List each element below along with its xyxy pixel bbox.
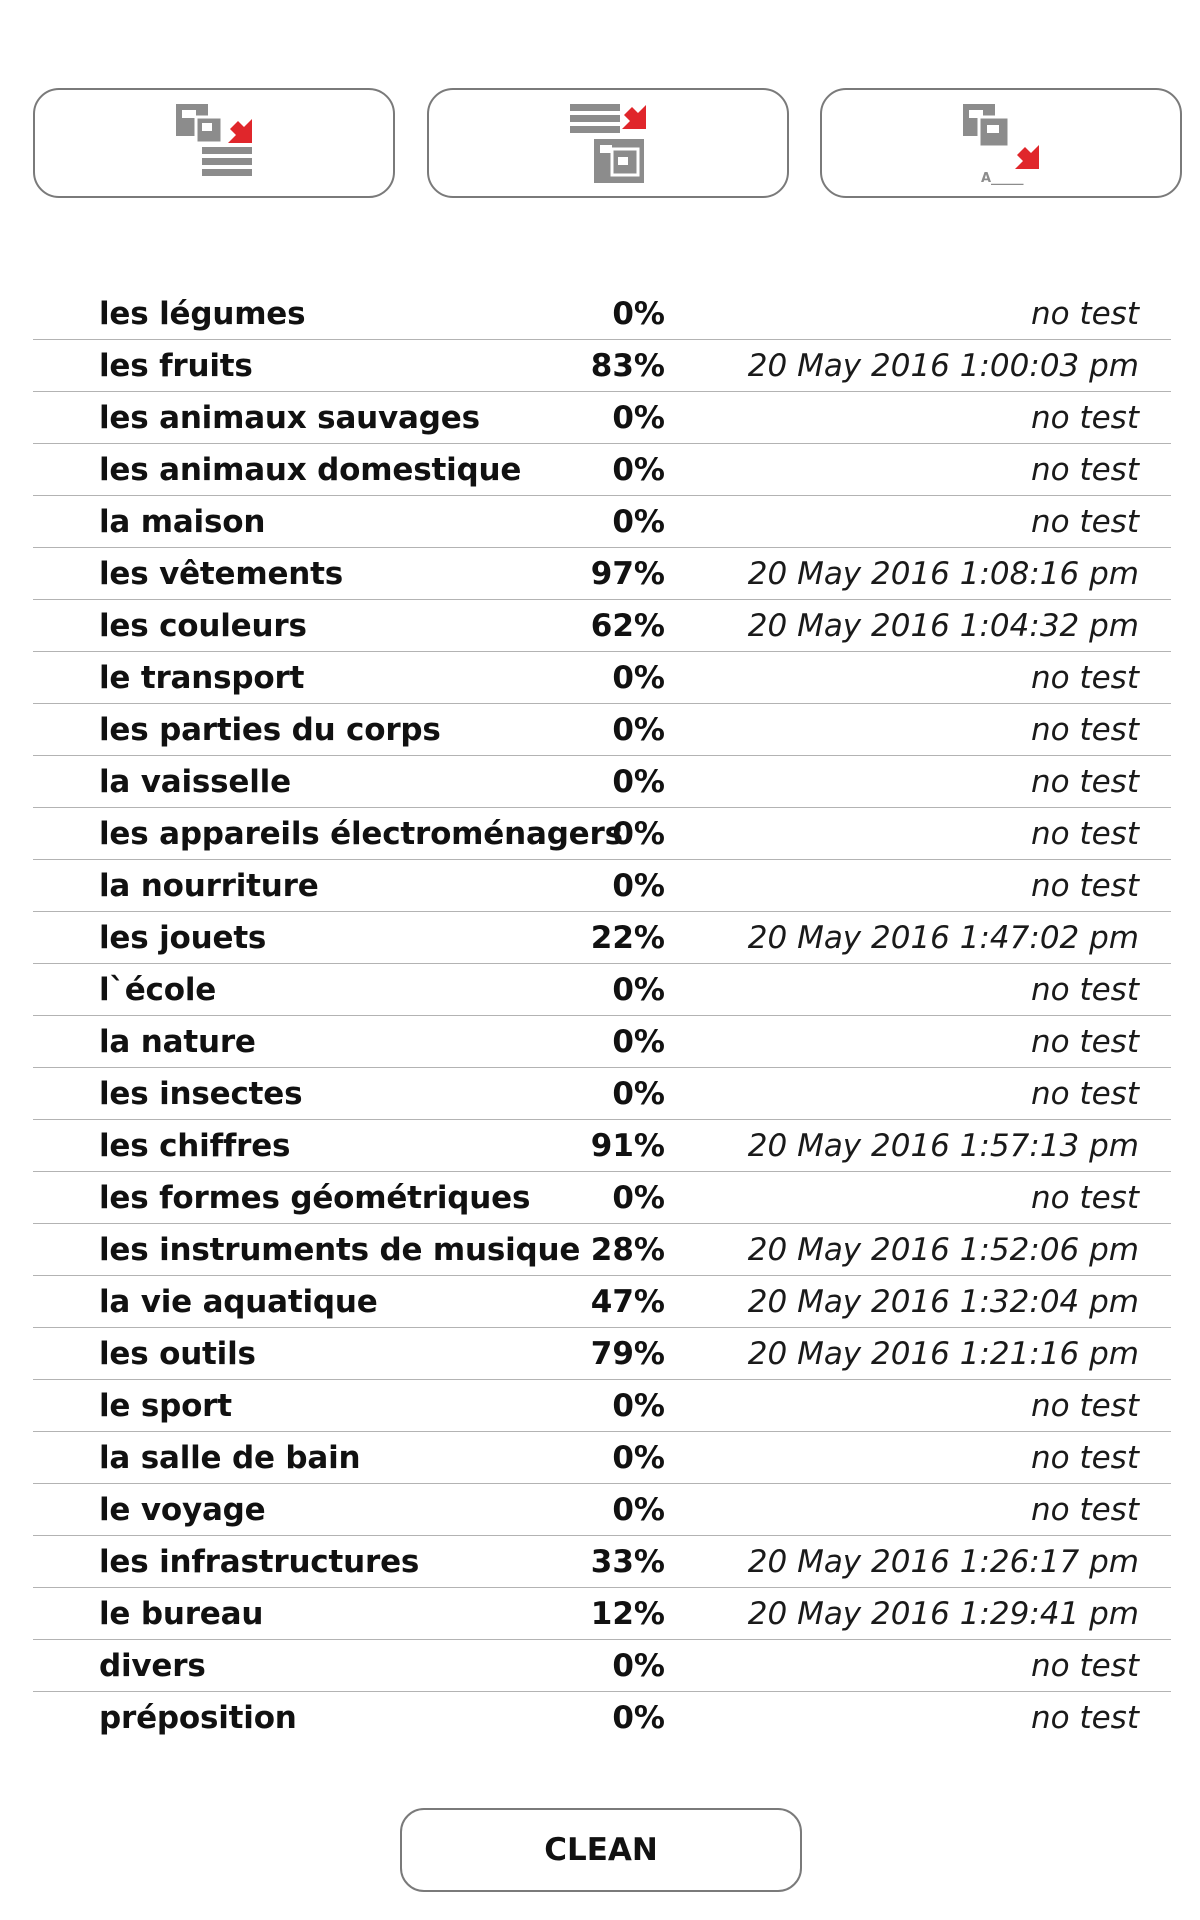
- table-row[interactable]: [33, 392, 1171, 444]
- last-test-date: no test: [1030, 1700, 1139, 1736]
- category-score: 0%: [612, 1388, 665, 1424]
- table-row[interactable]: [33, 964, 1171, 1016]
- category-name: la salle de bain: [99, 1440, 361, 1476]
- category-name: la vaisselle: [99, 764, 291, 800]
- category-score: 0%: [612, 660, 665, 696]
- category-score: 0%: [612, 1648, 665, 1684]
- category-score: 12%: [590, 1596, 665, 1632]
- category-name: les infrastructures: [99, 1544, 420, 1580]
- last-test-date: 20 May 2016 1:52:06 pm: [747, 1232, 1139, 1268]
- category-name: les couleurs: [99, 608, 307, 644]
- category-score: 0%: [612, 972, 665, 1008]
- category-score: 62%: [590, 608, 665, 644]
- category-score: 0%: [612, 1700, 665, 1736]
- table-row[interactable]: [33, 756, 1171, 808]
- table-row[interactable]: [33, 288, 1171, 340]
- table-row[interactable]: [33, 1172, 1171, 1224]
- table-row[interactable]: [33, 704, 1171, 756]
- image-to-text-icon: [172, 101, 256, 185]
- last-test-date: no test: [1030, 296, 1139, 332]
- category-name: le sport: [99, 1388, 232, 1424]
- category-score: 0%: [612, 296, 665, 332]
- last-test-date: no test: [1030, 816, 1139, 852]
- table-row[interactable]: [33, 1224, 1171, 1276]
- category-name: le voyage: [99, 1492, 266, 1528]
- table-row[interactable]: [33, 860, 1171, 912]
- table-row[interactable]: [33, 496, 1171, 548]
- category-score: 0%: [612, 452, 665, 488]
- category-score-list: [33, 288, 1171, 1744]
- last-test-date: 20 May 2016 1:08:16 pm: [747, 556, 1139, 592]
- category-name: les animaux sauvages: [99, 400, 480, 436]
- image-to-spelling-icon: [959, 101, 1043, 185]
- table-row[interactable]: [33, 1380, 1171, 1432]
- last-test-date: no test: [1030, 452, 1139, 488]
- table-row[interactable]: [33, 1640, 1171, 1692]
- category-name: la nature: [99, 1024, 256, 1060]
- last-test-date: no test: [1030, 1076, 1139, 1112]
- spelling-placeholder-caption: A_____: [981, 171, 1024, 185]
- category-score: 0%: [612, 816, 665, 852]
- category-name: les fruits: [99, 348, 253, 384]
- category-score: 0%: [612, 1024, 665, 1060]
- category-score: 0%: [612, 764, 665, 800]
- category-score: 0%: [612, 1492, 665, 1528]
- table-row[interactable]: [33, 1588, 1171, 1640]
- table-row[interactable]: [33, 1432, 1171, 1484]
- category-name: les vêtements: [99, 556, 344, 592]
- category-name: le bureau: [99, 1596, 264, 1632]
- last-test-date: no test: [1030, 660, 1139, 696]
- category-name: les formes géométriques: [99, 1180, 531, 1216]
- table-row[interactable]: [33, 1328, 1171, 1380]
- table-row[interactable]: [33, 1484, 1171, 1536]
- last-test-date: 20 May 2016 1:32:04 pm: [747, 1284, 1139, 1320]
- last-test-date: 20 May 2016 1:57:13 pm: [747, 1128, 1139, 1164]
- table-row[interactable]: [33, 808, 1171, 860]
- last-test-date: no test: [1030, 1492, 1139, 1528]
- last-test-date: no test: [1030, 400, 1139, 436]
- text-to-image-icon: [566, 101, 650, 185]
- table-row[interactable]: [33, 340, 1171, 392]
- last-test-date: no test: [1030, 868, 1139, 904]
- last-test-date: 20 May 2016 1:47:02 pm: [747, 920, 1139, 956]
- category-score: 28%: [590, 1232, 665, 1268]
- last-test-date: no test: [1030, 972, 1139, 1008]
- text-to-image-mode-button[interactable]: [427, 88, 789, 198]
- category-score: 47%: [590, 1284, 665, 1320]
- category-name: les insectes: [99, 1076, 303, 1112]
- last-test-date: 20 May 2016 1:04:32 pm: [747, 608, 1139, 644]
- table-row[interactable]: [33, 1692, 1171, 1744]
- table-row[interactable]: [33, 548, 1171, 600]
- category-name: les instruments de musique: [99, 1232, 581, 1268]
- category-score: 0%: [612, 1180, 665, 1216]
- category-name: la vie aquatique: [99, 1284, 378, 1320]
- last-test-date: no test: [1030, 1024, 1139, 1060]
- category-score: 0%: [612, 1440, 665, 1476]
- category-score: 0%: [612, 712, 665, 748]
- category-score: 0%: [612, 868, 665, 904]
- category-score: 22%: [590, 920, 665, 956]
- table-row[interactable]: [33, 1016, 1171, 1068]
- last-test-date: 20 May 2016 1:21:16 pm: [747, 1336, 1139, 1372]
- category-name: préposition: [99, 1700, 297, 1736]
- category-name: les chiffres: [99, 1128, 291, 1164]
- last-test-date: 20 May 2016 1:29:41 pm: [747, 1596, 1139, 1632]
- image-to-spelling-mode-button[interactable]: [820, 88, 1182, 198]
- category-score: 79%: [590, 1336, 665, 1372]
- last-test-date: no test: [1030, 764, 1139, 800]
- category-score: 33%: [590, 1544, 665, 1580]
- category-name: l`école: [99, 972, 217, 1008]
- category-name: les animaux domestique: [99, 452, 522, 488]
- category-name: les parties du corps: [99, 712, 441, 748]
- table-row[interactable]: [33, 1120, 1171, 1172]
- category-name: la nourriture: [99, 868, 319, 904]
- category-name: le transport: [99, 660, 305, 696]
- last-test-date: no test: [1030, 1440, 1139, 1476]
- table-row[interactable]: [33, 1536, 1171, 1588]
- last-test-date: no test: [1030, 1388, 1139, 1424]
- category-name: les appareils électroménagers: [99, 816, 623, 852]
- last-test-date: no test: [1030, 1180, 1139, 1216]
- table-row[interactable]: [33, 912, 1171, 964]
- category-name: la maison: [99, 504, 266, 540]
- image-to-text-mode-button[interactable]: [33, 88, 395, 198]
- last-test-date: no test: [1030, 504, 1139, 540]
- last-test-date: no test: [1030, 712, 1139, 748]
- category-score: 0%: [612, 1076, 665, 1112]
- category-score: 83%: [590, 348, 665, 384]
- table-row[interactable]: [33, 1276, 1171, 1328]
- category-score: 97%: [590, 556, 665, 592]
- table-row[interactable]: [33, 1068, 1171, 1120]
- category-score: 0%: [612, 504, 665, 540]
- table-row[interactable]: [33, 652, 1171, 704]
- category-name: les légumes: [99, 296, 306, 332]
- last-test-date: no test: [1030, 1648, 1139, 1684]
- category-score: 91%: [590, 1128, 665, 1164]
- last-test-date: 20 May 2016 1:26:17 pm: [747, 1544, 1139, 1580]
- table-row[interactable]: [33, 600, 1171, 652]
- category-score: 0%: [612, 400, 665, 436]
- last-test-date: 20 May 2016 1:00:03 pm: [747, 348, 1139, 384]
- category-name: les jouets: [99, 920, 267, 956]
- category-name: les outils: [99, 1336, 256, 1372]
- category-name: divers: [99, 1648, 206, 1684]
- mode-selector: [33, 88, 1187, 202]
- clean-button[interactable]: CLEAN: [400, 1808, 802, 1892]
- table-row[interactable]: [33, 444, 1171, 496]
